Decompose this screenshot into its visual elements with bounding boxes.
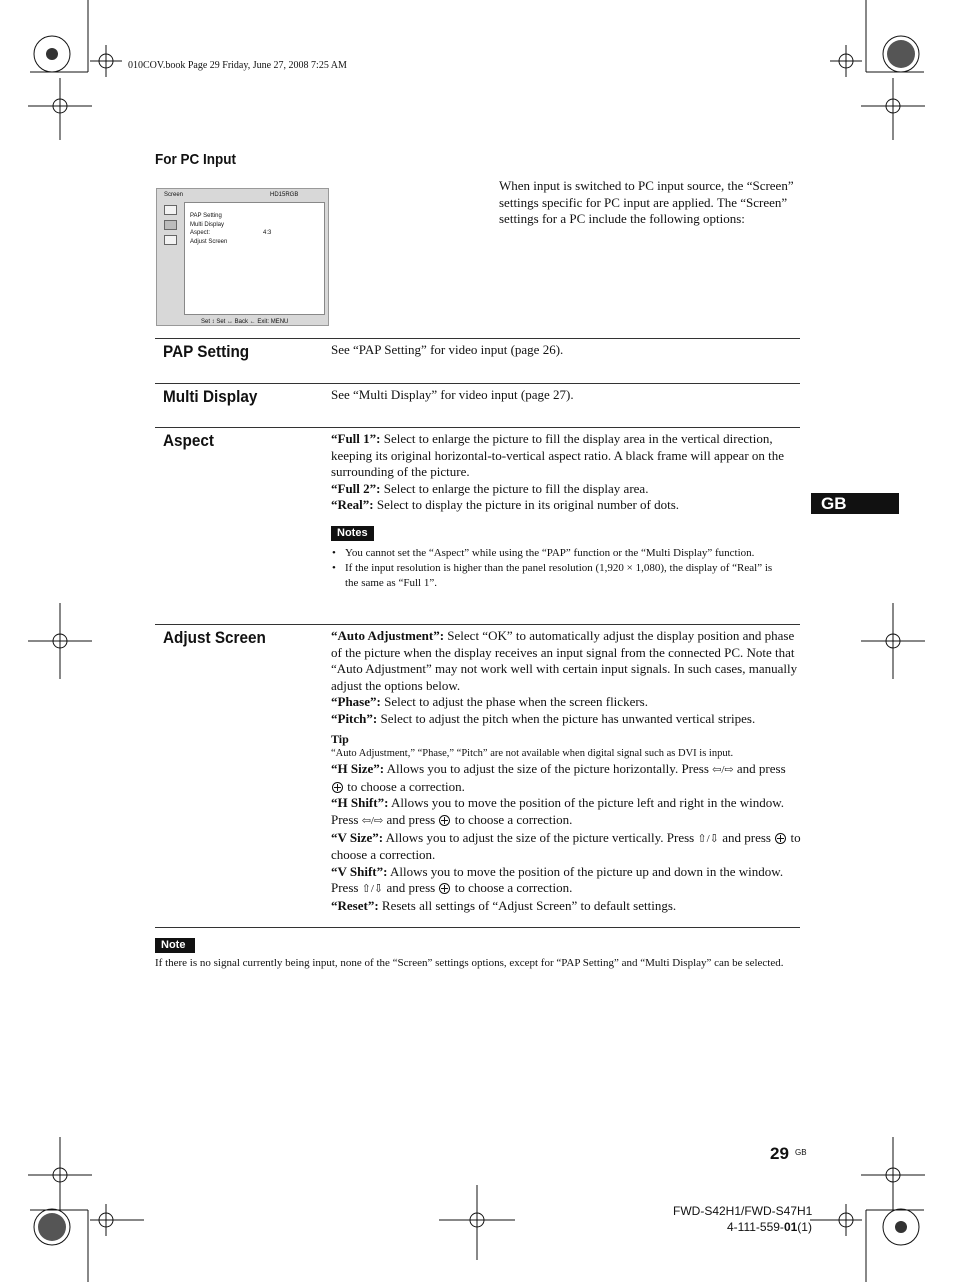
divider: [155, 427, 800, 428]
screenshot-aspect-value: 4:3: [263, 230, 272, 237]
screenshot-menu-3: Adjust Screen: [190, 239, 228, 246]
left-right-arrows-icon: ⇦/⇨: [712, 764, 734, 777]
enter-button-icon: [439, 883, 450, 894]
aspect-full1: “Full 1”: Select to enlarge the picture to fill the display area in the vertical direction, keeping its original horizontal-to-vertical aspect ratio. A black frame will appear on the surrounding of the picture.: [331, 431, 785, 480]
aspect-notes: [331, 546, 786, 591]
screenshot-source: HD15RGB: [270, 192, 299, 198]
note-item: • You cannot set the “Aspect” while using the “PAP” function or the “Multi Display” function.: [331, 546, 786, 561]
screenshot-menu-1: Multi Display: [190, 221, 225, 228]
adjust-phase: “Phase”: Select to adjust the phase when the screen flickers.: [331, 694, 648, 710]
adjust-title: Adjust Screen: [163, 628, 266, 647]
up-down-arrows-icon: ⇧/⇩: [697, 832, 719, 845]
multi-title: Multi Display: [163, 387, 258, 406]
screenshot-panel: [184, 202, 325, 315]
tip-label: Tip: [331, 731, 349, 746]
menu-icon-3: [164, 235, 177, 245]
divider: [155, 927, 800, 928]
adjust-reset: “Reset”: Resets all settings of “Adjust Screen” to default settings.: [331, 897, 677, 913]
language-tab: GB: [811, 493, 899, 514]
aspect-real: “Real”: Select to display the picture in its original number of dots.: [331, 497, 680, 513]
bottom-note-text: If there is no signal currently being input, none of the “Screen” settings options, except for “PAP Setting” and “Multi Display” can be selected.: [155, 957, 784, 969]
screen-menu-screenshot: [156, 188, 329, 326]
pap-title: PAP Setting: [163, 342, 250, 361]
note-badge: Note: [155, 938, 195, 953]
screenshot-title: Screen: [164, 192, 184, 198]
screenshot-footer: Set ↕ Set ↔ Back ← Exit: MENU: [201, 319, 289, 325]
adjust-vshift: “V Shift”: Allows you to move the position of the picture up and down in the window. Press ⇧/⇩ and press to choose a correction.: [331, 863, 784, 896]
book-info: 010COV.book Page 29 Friday, June 27, 2008 7:25 AM: [128, 60, 347, 71]
multi-text: See “Multi Display” for video input (page 27).: [331, 387, 574, 402]
pap-text: See “PAP Setting” for video input (page 26).: [331, 342, 564, 357]
adjust-hsize: “H Size”: Allows you to adjust the size of the picture horizontally. Press ⇦/⇨ and press to choose a correction.: [331, 761, 786, 794]
adjust-auto: “Auto Adjustment”: Select “OK” to automatically adjust the display position and phase of the picture when the display receives an input signal from the connected PC. Note that “Auto Adjustment” may not work well with certain input signals. In such cases, manually adjust the options below.: [331, 628, 798, 693]
aspect-body: [331, 431, 801, 514]
page-number: 29: [770, 1144, 789, 1163]
page-suffix: GB: [795, 1148, 807, 1157]
intro-paragraph: When input is switched to PC input source, the “Screen” settings specific for PC input are applied. The “Screen” settings for a PC include the following options:: [499, 178, 794, 227]
enter-button-icon: [439, 815, 450, 826]
aspect-title: Aspect: [163, 431, 215, 450]
divider: [155, 338, 800, 339]
enter-button-icon: [775, 833, 786, 844]
intro-heading: For PC Input: [155, 151, 236, 168]
part-code: 4-111-559-01(1): [727, 1220, 812, 1234]
divider: [155, 624, 800, 625]
menu-icon-2: [164, 220, 177, 230]
note-item: • If the input resolution is higher than the panel resolution (1,920 × 1,080), the display of “Real” is the same as “Full 1”.: [331, 561, 786, 591]
left-right-arrows-icon: ⇦/⇨: [361, 814, 384, 827]
divider: [155, 383, 800, 384]
tip-text: “Auto Adjustment,” “Phase,” “Pitch” are not available when digital signal such as DVI is input.: [331, 748, 734, 760]
adjust-body: [331, 628, 801, 915]
menu-icon-1: [164, 205, 177, 215]
model-number: FWD-S42H1/FWD-S47H1: [673, 1204, 813, 1218]
aspect-full2: “Full 2”: Select to enlarge the picture to fill the display area.: [331, 480, 649, 496]
up-down-arrows-icon: ⇧/⇩: [361, 883, 384, 896]
screenshot-menu-0: PAP Setting: [190, 213, 222, 219]
enter-button-icon: [332, 782, 343, 793]
adjust-pitch: “Pitch”: Select to adjust the pitch when the picture has unwanted vertical stripes.: [331, 710, 756, 726]
adjust-hshift: “H Shift”: Allows you to move the position of the picture left and right in the window. Press ⇦/⇨ and press to choose a correction.: [331, 795, 785, 827]
screenshot-menu-2: Aspect:: [190, 230, 211, 237]
notes-badge: Notes: [331, 526, 374, 541]
adjust-vsize: “V Size”: Allows you to adjust the size of the picture vertically. Press ⇧/⇩ and press to choose a correction.: [331, 829, 801, 863]
